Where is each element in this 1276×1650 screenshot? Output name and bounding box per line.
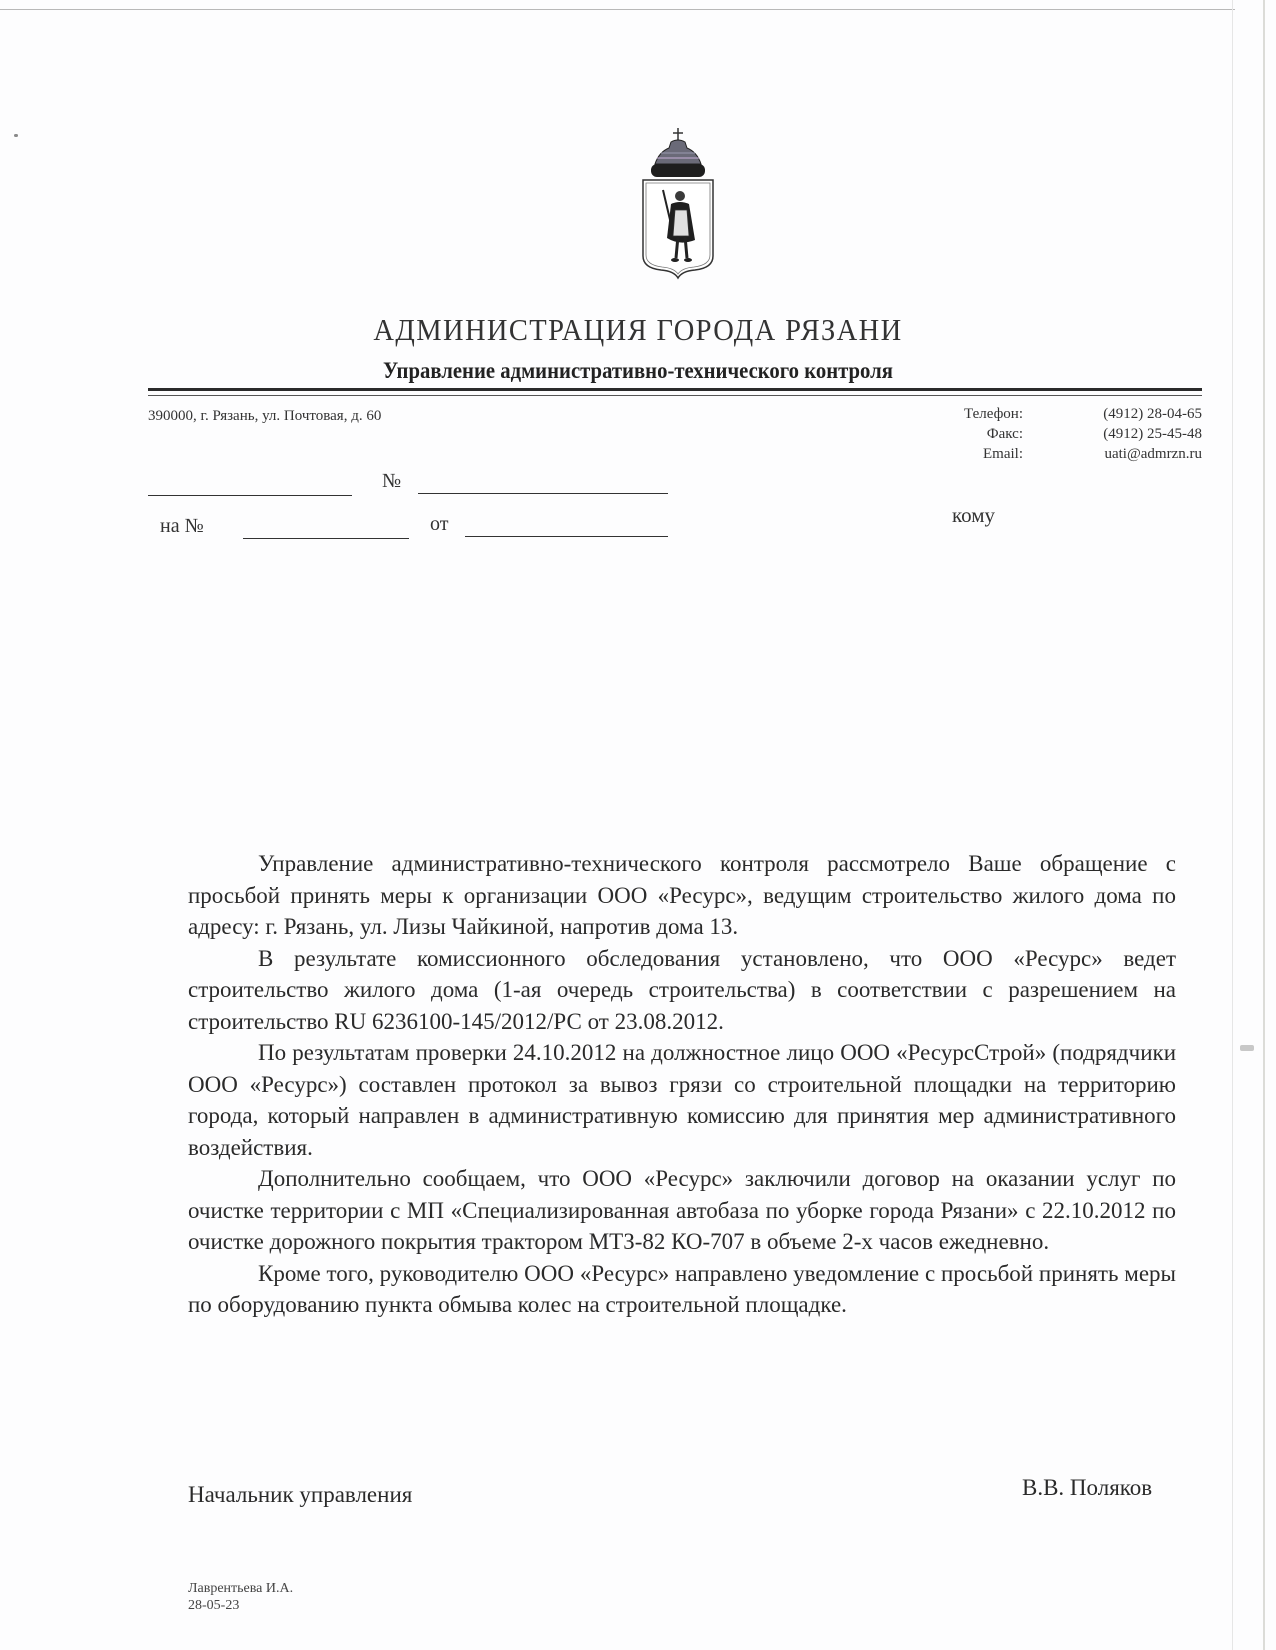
scan-right-edge xyxy=(1232,0,1233,1650)
email-label: Email: xyxy=(983,446,1023,462)
phone-label: Телефон: xyxy=(964,406,1023,422)
date-blank-line xyxy=(148,495,352,496)
department-address: 390000, г. Рязань, ул. Почтовая, д. 60 xyxy=(148,408,382,424)
from-label: от xyxy=(430,513,449,535)
number-blank-line xyxy=(418,493,668,494)
department-title: Управление административно-технического контроля xyxy=(383,358,893,383)
in-reply-number-blank-line xyxy=(243,538,409,539)
in-reply-label: на № xyxy=(160,515,204,537)
body-paragraph: По результатам проверки 24.10.2012 на должностное лицо ООО «РесурсСтрой» (подрядчики ООО «Ресурс») составлен протокол за вывоз грязи со строительной площадки на территорию города, который направлен в административную комиссию для принятия мер административного воздействия. xyxy=(188,1040,1176,1160)
header-rule-thick xyxy=(148,388,1202,391)
recipient-label: кому xyxy=(952,503,996,527)
phone-value: (4912) 28-04-65 xyxy=(1103,406,1202,422)
scan-speck xyxy=(1240,1045,1254,1051)
signatory-name: В.В. Поляков xyxy=(1022,1475,1153,1500)
contact-values xyxy=(1040,404,1202,464)
scan-top-edge xyxy=(0,9,1235,10)
contact-labels xyxy=(900,404,1023,464)
executor-name: Лаврентьева И.А. xyxy=(188,1581,294,1596)
organization-title: АДМИНИСТРАЦИЯ ГОРОДА РЯЗАНИ xyxy=(373,312,903,347)
signatory-position: Начальник управления xyxy=(188,1482,413,1507)
letter-body xyxy=(188,848,1176,1321)
email-value: uati@admrzn.ru xyxy=(1104,446,1202,462)
header-rule-thin xyxy=(148,395,1202,396)
number-sign: № xyxy=(382,470,402,492)
body-paragraph: Дополнительно сообщаем, что ООО «Ресурс» заключили договор на оказании услуг по очистке территории с МП «Специализированная автобаза по уборке города Рязани» с 22.10.2012 по очистке дорожного покрытия трактором МТЗ-82 КО-707 в объеме 2-х часов ежедневно. xyxy=(188,1166,1176,1254)
fax-label: Факс: xyxy=(986,426,1023,442)
coat-of-arms-icon xyxy=(635,128,721,280)
from-date-blank-line xyxy=(465,536,668,537)
executor-block xyxy=(188,1580,293,1614)
scan-right-border xyxy=(1263,0,1265,1650)
body-paragraph: В результате комиссионного обследования установлено, что ООО «Ресурс» ведет строительство жилого дома (1-ая очередь строительства) в соответствии с разрешением на строительство RU 6236100-145/2012/РС от 23.08.2012. xyxy=(188,945,1176,1034)
body-paragraph: Управление административно-технического контроля рассмотрело Ваше обращение с просьбой принять меры к организации ООО «Ресурс», ведущим строительство жилого дома по адресу: г. Рязань, ул. Лизы Чайкиной, напротив дома 13. xyxy=(188,851,1176,939)
fax-value: (4912) 25-45-48 xyxy=(1103,426,1202,442)
executor-phone: 28-05-23 xyxy=(188,1598,240,1613)
scan-speck xyxy=(14,134,18,137)
body-paragraph: Кроме того, руководителю ООО «Ресурс» направлено уведомление с просьбой принять меры по оборудованию пункта обмыва колес на строительной площадке. xyxy=(188,1260,1176,1317)
